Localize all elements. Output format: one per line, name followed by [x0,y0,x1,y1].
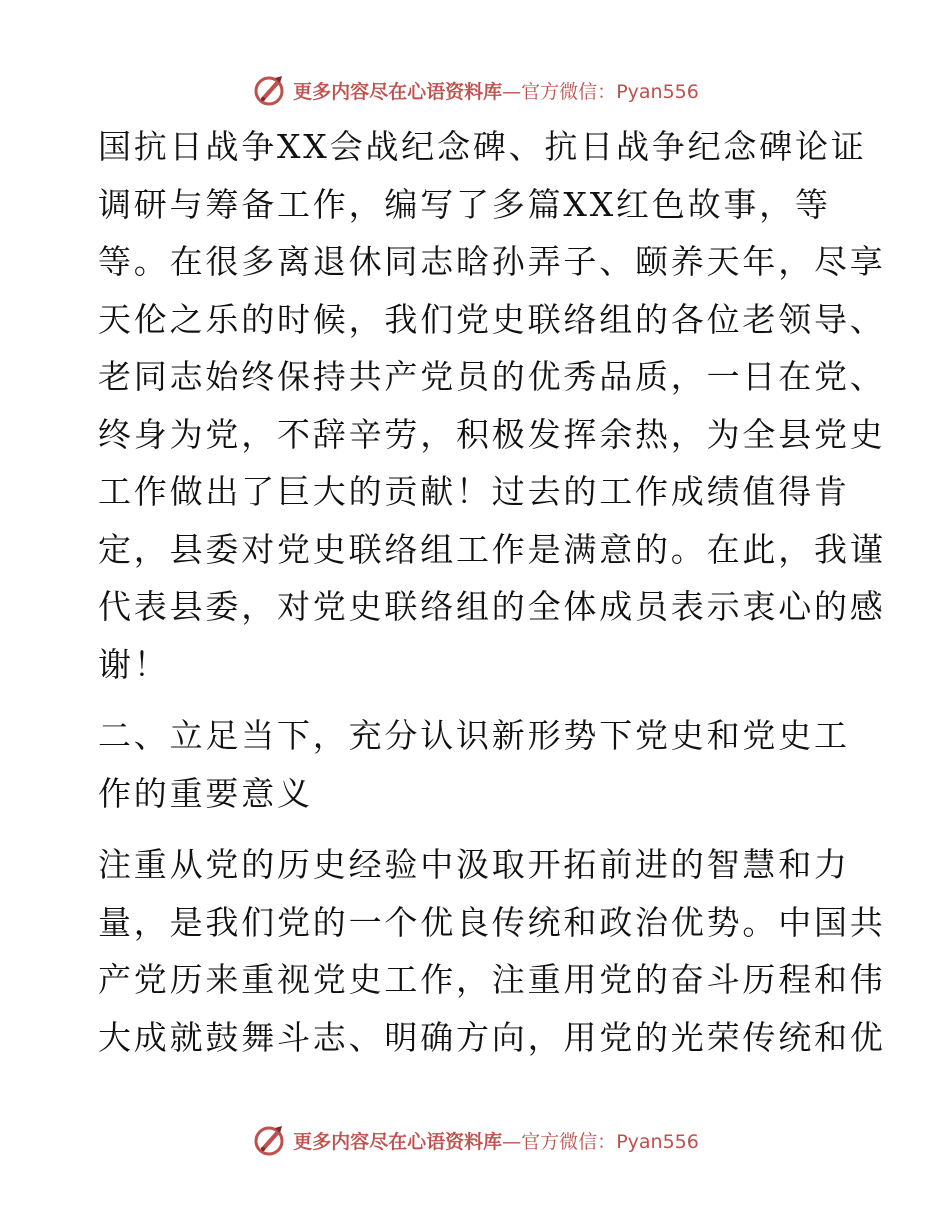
text-line: 产党历来重视党史工作，注重用党的奋斗历程和伟 [98,960,886,999]
paragraph-gap [98,822,868,836]
text-line: 注重从党的历史经验中汲取开拓前进的智慧和力 [98,845,850,884]
text-line: 等。在很多离退休同志晗孙弄子、颐养天年，尽享 [98,242,886,281]
heading-line: 二、立足当下，充分认识新形势下党史和党史工 [98,716,850,755]
text-line: 老同志始终保持共产党员的优秀品质，一日在党、 [98,357,886,396]
footer-banner-handle: Pyan556 [616,1130,699,1153]
text-line: 调研与筹备工作，编写了多篇XX红色故事，等 [98,184,831,224]
paragraph-1 [98,118,886,693]
text-line: 工作做出了巨大的贡献！过去的工作成绩值得肯 [98,472,850,511]
footer-banner [0,1120,950,1160]
section-heading-2 [98,707,868,822]
header-banner-text [293,77,699,104]
text-line: 大成就鼓舞斗志、明确方向，用党的光荣传统和优 [98,1017,886,1057]
text-line: 谢！ [98,644,170,684]
header-banner-label: 官方微信： [521,80,617,103]
header-banner-lead: 更多内容尽在心语资料库 [293,80,503,103]
header-banner [0,70,950,110]
document-body [98,118,886,1066]
footer-banner-text [293,1127,699,1154]
paragraph-2 [98,836,886,1066]
footer-banner-lead: 更多内容尽在心语资料库 [293,1130,503,1153]
text-line: 终身为党，不辞辛劳，积极发挥余热，为全县党史 [98,414,886,454]
header-banner-dash: — [502,80,522,103]
footer-banner-dash: — [502,1130,522,1153]
header-banner-handle: Pyan556 [616,80,699,103]
paragraph-gap [98,693,868,707]
quill-seal-logo-icon [251,72,287,108]
heading-line: 作的重要意义 [98,773,313,813]
text-line: 天伦之乐的时候，我们党史联络组的各位老领导、 [98,299,886,339]
text-line: 代表县委，对党史联络组的全体成员表示衷心的感 [98,587,886,626]
text-line: 量，是我们党的一个优良传统和政治优势。中国共 [98,902,886,942]
footer-banner-label: 官方微信： [521,1130,617,1153]
text-line: 国抗日战争XX会战纪念碑、抗日战争纪念碑论证 [98,127,867,166]
text-line: 定，县委对党史联络组工作是满意的。在此，我谨 [98,529,886,569]
quill-seal-logo-icon [251,1122,287,1158]
